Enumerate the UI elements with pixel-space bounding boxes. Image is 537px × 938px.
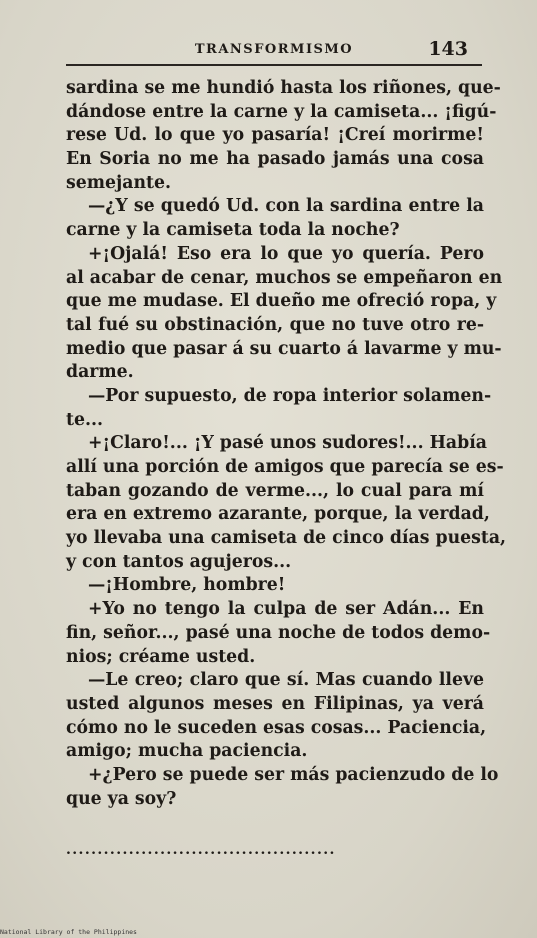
text-line: rese Ud. lo que yo pasaría! ¡Creí morirme! [66,125,484,146]
text-line: sardina se me hundió hasta los riñones, que- [66,78,501,98]
text-line: dándose entre la carne y la camiseta... ¡figú- [66,101,497,122]
text-line: semejante. [66,172,172,193]
text-line: +¡Ojalá! Eso era lo que yo quería. Pero [88,243,484,264]
text-line: y con tantos agujeros... [66,551,292,572]
text-line: era en extremo azarante, porque, la verdad, [66,504,490,525]
text-line: En Soria no me ha pasado jamás una cosa [66,149,484,170]
text-line: nios; créame usted. [66,646,256,667]
text-line: carne y la camiseta toda la noche? [66,220,400,241]
text-line: darme. [66,362,134,383]
text-line: yo llevaba una camiseta de cinco días puesta, [66,528,507,549]
text-line: allí una porción de amigos que parecía se es- [66,457,504,477]
library-watermark: National Library of the Philippines [0,928,137,936]
text-line: —¡Hombre, hombre! [88,575,286,596]
running-header [66,38,482,66]
text-line: te... [66,409,104,430]
text-line: al acabar de cenar, muchos se empeñaron en [66,267,503,288]
text-line: tal fué su obstinación, que no tuve otro re- [66,314,484,335]
text-line: fin, señor..., pasé una noche de todos demo- [66,622,491,643]
text-line: —Por supuesto, de ropa interior solamen- [88,385,492,406]
text-line: cómo no le suceden esas cosas... Paciencia, [66,717,487,738]
text-line: +¿Pero se puede ser más pacienzudo de lo [88,764,499,785]
page-number: 143 [428,38,468,60]
text-line: que ya soy? [66,788,177,809]
running-title: TRANSFORMISMO [194,42,354,57]
body-text [66,77,507,811]
text-line: +¡Claro!... ¡Y pasé unos sudores!... Había [88,433,487,454]
text-line: taban gozando de verme..., lo cual para mí [66,480,484,501]
text-line: +Yo no tengo la culpa de ser Adán... En [88,599,484,620]
text-line: —Le creo; claro que sí. Mas cuando lleve [88,670,484,691]
dotted-rule: ........................................... [66,842,336,858]
text-line: medio que pasar á su cuarto á lavarme y mu- [66,338,502,359]
text-line: usted algunos meses en Filipinas, ya verá [66,693,484,714]
text-line: amigo; mucha paciencia. [66,741,308,762]
text-line: —¿Y se quedó Ud. con la sardina entre la [88,196,484,217]
text-line: que me mudase. El dueño me ofreció ropa, y [66,291,497,312]
